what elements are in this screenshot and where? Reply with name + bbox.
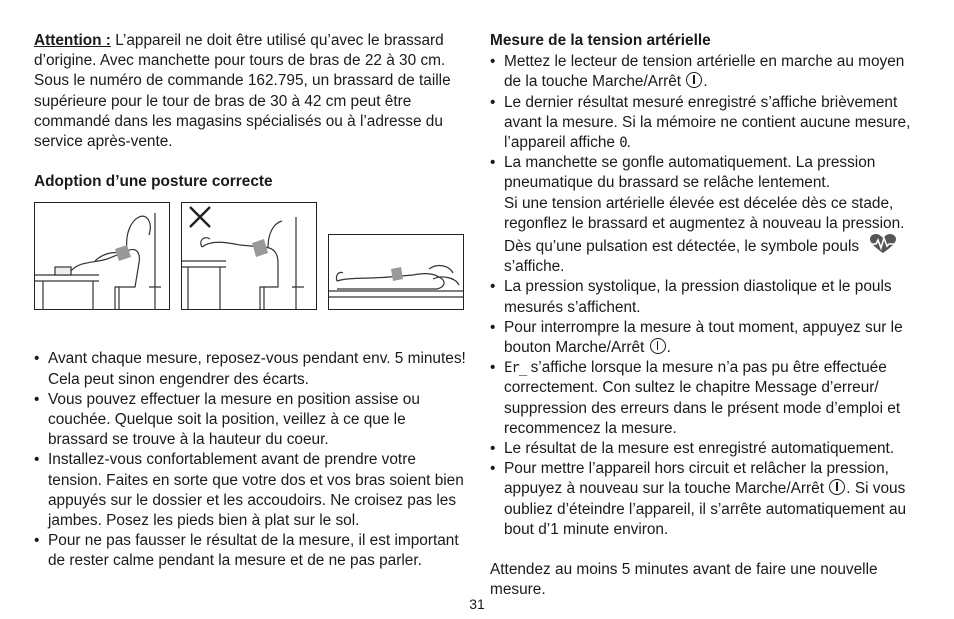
heart-pulse-icon (869, 234, 897, 254)
b3-text-a: La manchette se gonfle automatiquement. La pression pneumatique du brassard se relâche lentement. (504, 154, 876, 192)
list-item: • Pour interrompre la mesure à tout moment, appuyez sur le bouton Marche/Arrêt . (490, 318, 922, 358)
lying-drawing (329, 235, 463, 309)
left-column (34, 31, 466, 572)
illustration-lying (328, 234, 464, 310)
b2-text: Le dernier résultat mesuré enregistré s’affiche brièvement avant la mesure. Si la mémoire ne contient aucune mesure, l’appareil affiche (504, 93, 911, 152)
seated-incorrect-drawing (182, 203, 316, 309)
list-item: • Le dernier résultat mesuré enregistré s’affiche brièvement avant la mesure. Si la mémoire ne contient aucune mesure, l’appareil affiche 0. (490, 93, 922, 154)
cross-icon (190, 207, 210, 227)
list-item (490, 459, 922, 540)
posture-bullets (34, 349, 466, 571)
power-icon (829, 479, 845, 495)
list-item (490, 153, 922, 277)
b3-text-c: s’affiche. (504, 258, 565, 276)
posture-illustrations (34, 202, 466, 342)
list-item: • Le résultat de la mesure est enregistré automatiquement. (490, 439, 922, 459)
power-icon (686, 72, 702, 88)
list-item: • Avant chaque mesure, reposez-vous pendant env. 5 minutes! Cela peut sinon engendrer des écarts. (34, 349, 466, 389)
measurement-bullets (490, 52, 922, 540)
b8-text-b: . Si vous oubliez d’éteindre l’appareil, il s’arrête automatiquement au bout d’1 minute environ. (504, 480, 907, 538)
list-item: • Installez-vous confortablement avant de prendre votre tension. Faites en sorte que votre dos et vos bras soient bien appuyés sur le dossier et les accoudoirs. Ne croisez pas les jambes. Posez les pieds bien à plat sur le sol. (34, 450, 466, 531)
posture-heading: Adoption d’une posture correcte (34, 173, 273, 191)
page-number: 31 (469, 596, 485, 612)
display-error: Er_ (504, 360, 527, 377)
b5-text: Pour interrompre la mesure à tout moment, appuyez sur le bouton Marche/Arrêt (504, 318, 903, 357)
b6-text: s’affiche lorsque la mesure n’a pas pu être effectuée correctement. Con sultez le chapitre Message d’erreur/ suppression des erreurs dans le présent mode d’emploi et recommencez la mesure. (504, 359, 901, 437)
measurement-heading: Mesure de la tension artérielle (490, 32, 711, 49)
list-item: • Vous pouvez effectuer la mesure en position assise ou couchée. Quelque soit la position, veillez à ce que le brassard se trouve à la hauteur du coeur. (34, 390, 466, 451)
list-item: • La pression systolique, la pression diastolique et le pouls mesurés s’affichent. (490, 277, 922, 317)
illustration-seated-correct (34, 202, 170, 310)
right-column (490, 31, 922, 600)
display-zero: 0 (619, 135, 627, 152)
b3-text-b: Si une tension artérielle élevée est décelée dès ce stade, regonflez le brassard et augmentez à nouveau la pression. Dès qu’une pulsation est détectée, le symbole pouls (504, 194, 905, 256)
list-item: • Pour ne pas fausser le résultat de la mesure, il est important de rester calme pendant la mesure et de ne pas parler. (34, 531, 466, 571)
attention-label: Attention : (34, 32, 111, 49)
power-icon (650, 338, 666, 354)
attention-text: L’appareil ne doit être utilisé qu’avec le brassard d’origine. Avec manchette pour tours de bras de 22 à 30 cm. Sous le numéro de commande 162.795, un brassard de taille supérieure pour le tour de bras de 30 à 42 cm peut être commandé dans les magasins spécialisés ou à l’adresse du service après-vente. (34, 32, 451, 151)
b1-text: Mettez le lecteur de tension artérielle en marche au moyen de la touche Marche/Arrêt (504, 53, 905, 91)
closing-paragraph: Attendez au moins 5 minutes avant de faire une nouvelle mesure. (490, 561, 878, 599)
seated-correct-drawing (35, 203, 169, 309)
illustration-seated-incorrect (181, 202, 317, 310)
attention-paragraph (34, 31, 466, 152)
list-item (490, 358, 922, 439)
list-item: • Mettez le lecteur de tension artérielle en marche au moyen de la touche Marche/Arrêt . (490, 52, 922, 92)
b8-text-a: Pour mettre l’appareil hors circuit et relâcher la pression, appuyez à nouveau sur la touche Marche/Arrêt (504, 460, 889, 498)
